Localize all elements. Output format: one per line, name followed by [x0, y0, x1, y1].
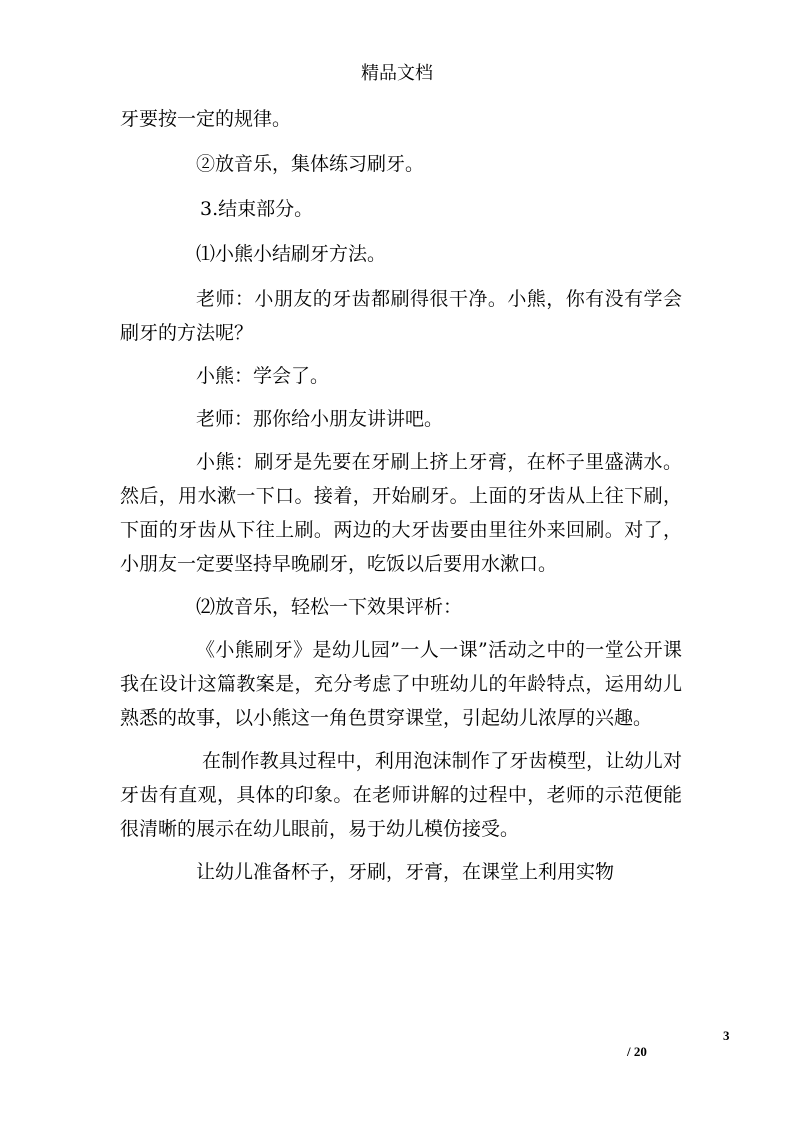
paragraph: ⑵放音乐，轻松一下效果评析： — [196, 596, 463, 618]
paragraph: 让幼儿准备杯子，牙刷，牙膏，在课堂上利用实物 — [196, 861, 615, 883]
paragraph: 3.结束部分。 — [200, 198, 314, 220]
document-body — [120, 102, 682, 889]
paragraph: 在制作教具过程中，利用泡沫制作了牙齿模型，让幼儿对牙齿有直观，具体的印象。在老师讲解的过程中，老师的示范便能很清晰的展示在幼儿眼前，易于幼儿模仿接受。 — [120, 750, 682, 840]
paragraph: ⑴小熊小结刷牙方法。 — [196, 243, 387, 265]
paragraph: 牙要按一定的规律。 — [120, 108, 292, 130]
paragraph: 老师：小朋友的牙齿都刷得很干净。小熊，你有没有学会刷牙的方法呢？ — [120, 288, 682, 344]
paragraph: 老师：那你给小朋友讲讲吧。 — [196, 408, 444, 430]
page-number: 3 — [723, 1028, 730, 1043]
page-header-title: 精品文档 — [361, 63, 433, 84]
paragraph: ②放音乐，集体练习刷牙。 — [196, 153, 425, 175]
page-total: / 20 — [627, 1044, 647, 1059]
paragraph: 小熊：刷牙是先要在牙刷上挤上牙膏，在杯子里盛满水。然后，用水漱一下口。接着，开始刷牙。上面的牙齿从上往下刷，下面的牙齿从下往上刷。两边的大牙齿要由里往外来回刷。对了，小朋友一定要坚持早晚刷牙，吃饭以后要用水漱口。 — [120, 451, 682, 575]
paragraph: 《小熊刷牙》是幼儿园”一人一课”活动之中的一堂公开课我在设计这篇教案是，充分考虑了中班幼儿的年龄特点，运用幼儿熟悉的故事，以小熊这一角色贯穿课堂，引起幼儿浓厚的兴趣。 — [120, 639, 682, 729]
paragraph: 小熊：学会了。 — [196, 365, 330, 387]
